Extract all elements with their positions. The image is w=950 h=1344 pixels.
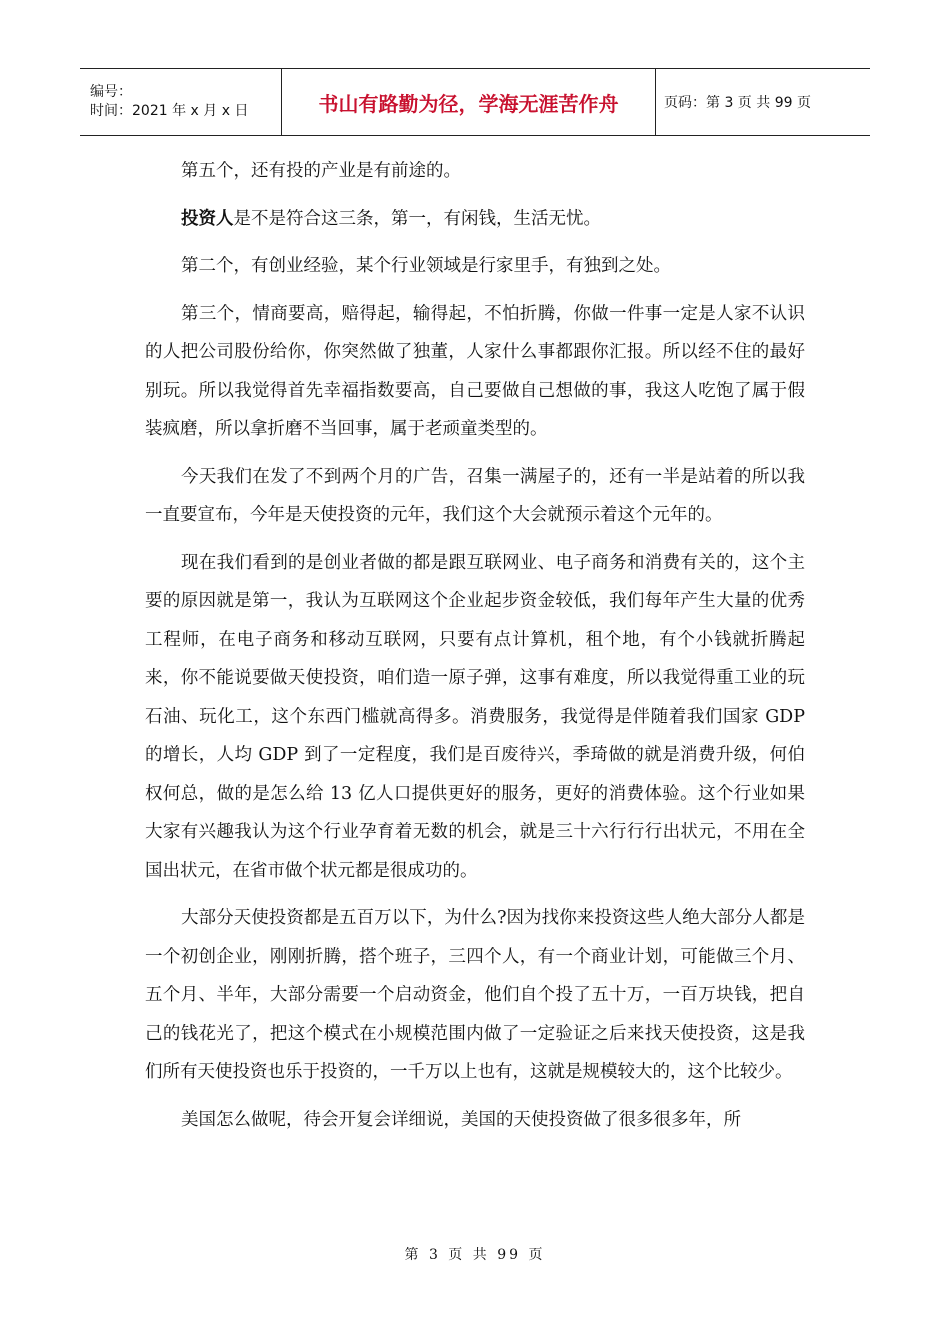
document-date-label: 时间：2021 年 x 月 x 日	[90, 103, 249, 119]
paragraph-bold-term: 投资人	[181, 208, 234, 229]
footer-page-number: 第 3 页 共 99 页	[404, 1247, 546, 1263]
paragraph-text: 是不是符合这三条，第一，有闲钱，生活无忧。	[233, 208, 601, 229]
header-motto: 书山有路勤为径，学海无涯苦作舟	[318, 91, 619, 116]
paragraph-text: 第二个，有创业经验，某个行业领域是行家里手，有独到之处。	[181, 256, 671, 276]
paragraph-text: 第三个，情商要高，赔得起，输得起，不怕折腾，你做一件事一定是人家不认识的人把公司股份给你，你突然做了独董，人家什么事都跟你汇报。所以经不住的最好别玩。所以我觉得首先幸福指数要高，自己要做自己想做的事，我这人吃饱了属于假装疯磨，所以拿折磨不当回事，属于老顽童类型的。	[145, 303, 805, 439]
header-meta	[80, 69, 282, 135]
document-body	[145, 152, 805, 1148]
paragraph-text: 大部分天使投资都是五百万以下，为什么?因为找你来投资这些人绝大部分人都是一个初创企业，刚刚折腾，搭个班子，三四个人，有一个商业计划，可能做三个月、五个月、半年，大部分需要一个启动资金，他们自个投了五十万，一百万块钱，把自己的钱花光了，把这个模式在小规模范围内做了一定验证之后来找天使投资，这是我们所有天使投资也乐于投资的，一千万以上也有，这就是规模较大的，这个比较少。	[145, 908, 805, 1082]
paragraph	[145, 247, 805, 286]
paragraph	[145, 1101, 805, 1140]
paragraph	[145, 295, 805, 449]
paragraph-text: 第五个，还有投的产业是有前途的。	[181, 161, 461, 181]
paragraph	[145, 200, 805, 239]
page-footer	[0, 1244, 950, 1264]
paragraph-text: 今天我们在发了不到两个月的广告，召集一满屋子的，还有一半是站着的所以我一直要宣布，今年是天使投资的元年，我们这个大会就预示着这个元年的。	[145, 466, 805, 525]
paragraph-text: 现在我们看到的是创业者做的都是跟互联网业、电子商务和消费有关的，这个主要的原因就是第一，我认为互联网这个企业起步资金较低，我们每年产生大量的优秀工程师，在电子商务和移动互联网，只要有点计算机，租个地，有个小钱就折腾起来，你不能说要做天使投资，咱们造一原子弹，这事有难度，所以我觉得重工业的玩石油、玩化工，这个东西门槛就高得多。消费服务，我觉得是伴随着我们国家 GDP 的增长，人均 GDP 到了一定程度，我们是百废待兴，季琦做的就是消费升级，何伯权何总，做的是怎么给 13 亿人口提供更好的服务，更好的消费体验。这个行业如果大家有兴趣我认为这个行业孕育着无数的机会，就是三十六行行行出状元，不用在全国出状元，在省市做个状元都是很成功的。	[145, 552, 805, 881]
page-header	[80, 68, 870, 136]
paragraph	[145, 544, 805, 891]
paragraph	[145, 458, 805, 535]
header-page-info-cell	[656, 69, 870, 135]
document-number-label: 编号：	[90, 84, 132, 100]
paragraph	[145, 899, 805, 1092]
header-motto-cell	[282, 69, 656, 135]
paragraph-text: 美国怎么做呢，待会开复会详细说，美国的天使投资做了很多很多年，所	[181, 1109, 741, 1130]
paragraph	[145, 152, 805, 191]
header-page-info: 页码：第 3 页 共 99 页	[664, 95, 811, 111]
